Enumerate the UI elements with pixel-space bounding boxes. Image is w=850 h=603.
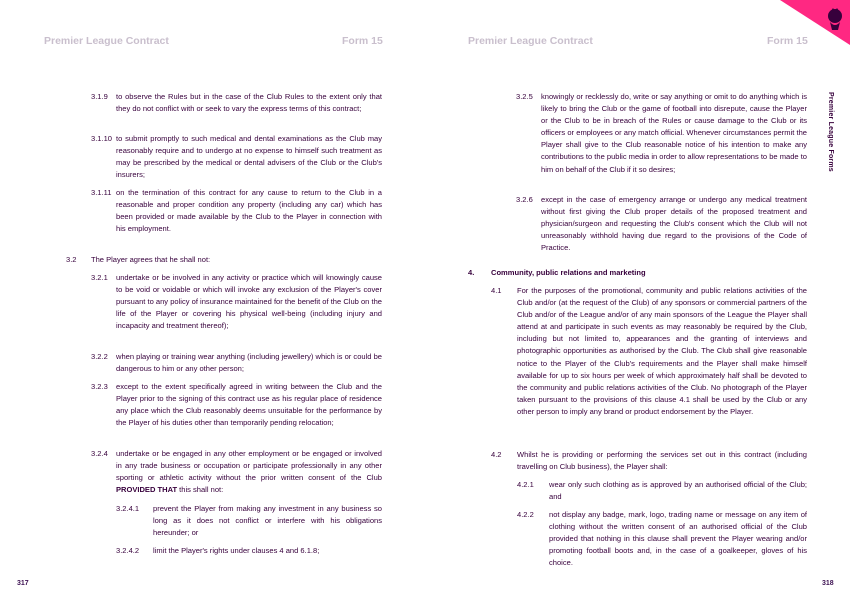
clause-text: not display any badge, mark, logo, trading name or message on any item of clothing without the written consent of an authorised official of the Club provided that nothing in this clause shall prevent the Player wearing and/or promoting football boots and, in the case of a goalkeeper, gloves of his choice.	[549, 510, 807, 568]
provided-that-bold: PROVIDED THAT	[116, 485, 178, 495]
clause-text: to submit promptly to such medical and dental examinations as the Club may reasonably require and to undergo at no expense to himself such treatment as may be prescribed by the medical or dental advisers of the Club or the Club's insurers;	[116, 134, 382, 180]
clause-number: 3.2.4	[91, 449, 108, 458]
clause-number: 3.2.5	[516, 92, 533, 101]
corner-triangle	[780, 0, 850, 45]
clause-number: 4.1	[491, 286, 502, 295]
clause-number: 3.1.9	[91, 92, 108, 101]
clause-text: when playing or training wear anything (including jewellery) which is or could be dangerous to him or any other person;	[116, 352, 382, 374]
clause-text: on the termination of this contract for any cause to return to the Club in a reasonable and proper condition any property (including any car) which has been provided or made available by the Club to the Player in connection with his employment.	[116, 188, 382, 234]
side-label: Premier League Forms	[827, 92, 834, 172]
left-header-title: Premier League Contract	[44, 35, 169, 47]
clause-text: to observe the Rules but in the case of the Club Rules to the extent only that they do not conflict with or seek to vary the express terms of this contract;	[116, 92, 382, 114]
clause-text: limit the Player's rights under clauses 4 and 6.1.8;	[153, 546, 320, 555]
clause-number: 4.2	[491, 450, 502, 459]
section-title: Community, public relations and marketing	[491, 268, 646, 277]
clause-text: The Player agrees that he shall not:	[91, 255, 211, 264]
clause-number: 3.2.2	[91, 352, 108, 361]
clause-text	[116, 448, 382, 496]
clause-number: 3.2	[66, 255, 77, 264]
clause-number: 3.2.3	[91, 382, 108, 391]
right-page-number: 318	[822, 580, 834, 587]
clause-number: 4.2.2	[517, 510, 534, 519]
clause-text: knowingly or recklessly do, write or say anything or omit to do anything which is likely to bring the Club or the game of football into disrepute, cause the Player or the Club to be in breach of the Rules or cause damage to the Club or its officers or employees or any match official. Whenever circumstances permit the Player shall give to the Club reasonable notice of his intention to make any contributions to the public media in order to allow representations to be made to him on behalf of the Club if it so desires;	[541, 92, 807, 174]
clause-number: 3.1.11	[91, 188, 112, 197]
corner-decoration	[780, 0, 850, 45]
right-header-form: Form 15	[767, 35, 808, 47]
right-page	[425, 0, 850, 603]
clause-text: For the purposes of the promotional, community and public relations activities of the Club and/or (at the request of the Club) of any sponsors or commercial partners of the Club and/or of the League and/or of any main sponsors of the League the Player shall attend at and participate in such events as may reasonably be required by the Club, including but not limited to, appearances and the granting of interviews and photographic opportunities as authorised by the Club. The Club shall give reasonable notice to the Player of the Club's requirements and the Player shall make himself available for up to six hours per week of which approximately half shall be devoted to the community and public relations activities of the Club. No photograph of the Player taken pursuant to the provisions of this clause 4.1 shall be used by the Club or any other person to imply any brand or product endorsement by the Player.	[517, 286, 807, 416]
clause-text-main: undertake or be engaged in any other employment or be engaged or involved in any trade business or occupation or participate professionally in any other sporting or athletic activity without the prior written consent of the Club	[116, 449, 382, 483]
clause-number: 3.2.6	[516, 195, 533, 204]
right-header-title: Premier League Contract	[468, 35, 593, 47]
clause-number: 4.2.1	[517, 480, 534, 489]
clause-text-tail: this shall not:	[177, 485, 224, 495]
clause-text: except in the case of emergency arrange or undergo any medical treatment without first giving the Club proper details of the proposed treatment and physician/surgeon and requesting the Club's consent which the Club will not unreasonably withhold having due regard to the provisions of the Code of Practice.	[541, 195, 807, 253]
clause-text: wear only such clothing as is approved by an authorised official of the Club; and	[549, 480, 807, 502]
left-header-form: Form 15	[342, 35, 383, 47]
clause-text: prevent the Player from making any investment in any business so long as it does not conflict or interfere with his obligations hereunder; or	[153, 504, 382, 538]
clause-number: 3.2.4.1	[116, 504, 140, 513]
clause-number: 3.2.4.2	[116, 546, 140, 555]
clause-text: Whilst he is providing or performing the services set out in this contract (including travelling on Club business), the Player shall:	[517, 450, 807, 472]
section-number: 4.	[468, 268, 475, 277]
clause-text: undertake or be involved in any activity or practice which will knowingly cause to be void or voidable or which will invoke any exclusion of the Player's cover pursuant to any policy of insurance maintained for the benefit of the Club on the life of the Player or covering his physical well-being (including injury and incapacity and treatment thereof);	[116, 273, 382, 331]
clause-number: 3.2.1	[91, 273, 108, 282]
clause-text: except to the extent specifically agreed in writing between the Club and the Player prior to the signing of this contract use as his regular place of residence any place which the Club reasonably deems unsuitable for the performance by the Player of his duties other than temporarily pending relocation;	[116, 382, 382, 428]
left-page-number: 317	[17, 580, 29, 587]
clause-number: 3.1.10	[91, 134, 112, 143]
